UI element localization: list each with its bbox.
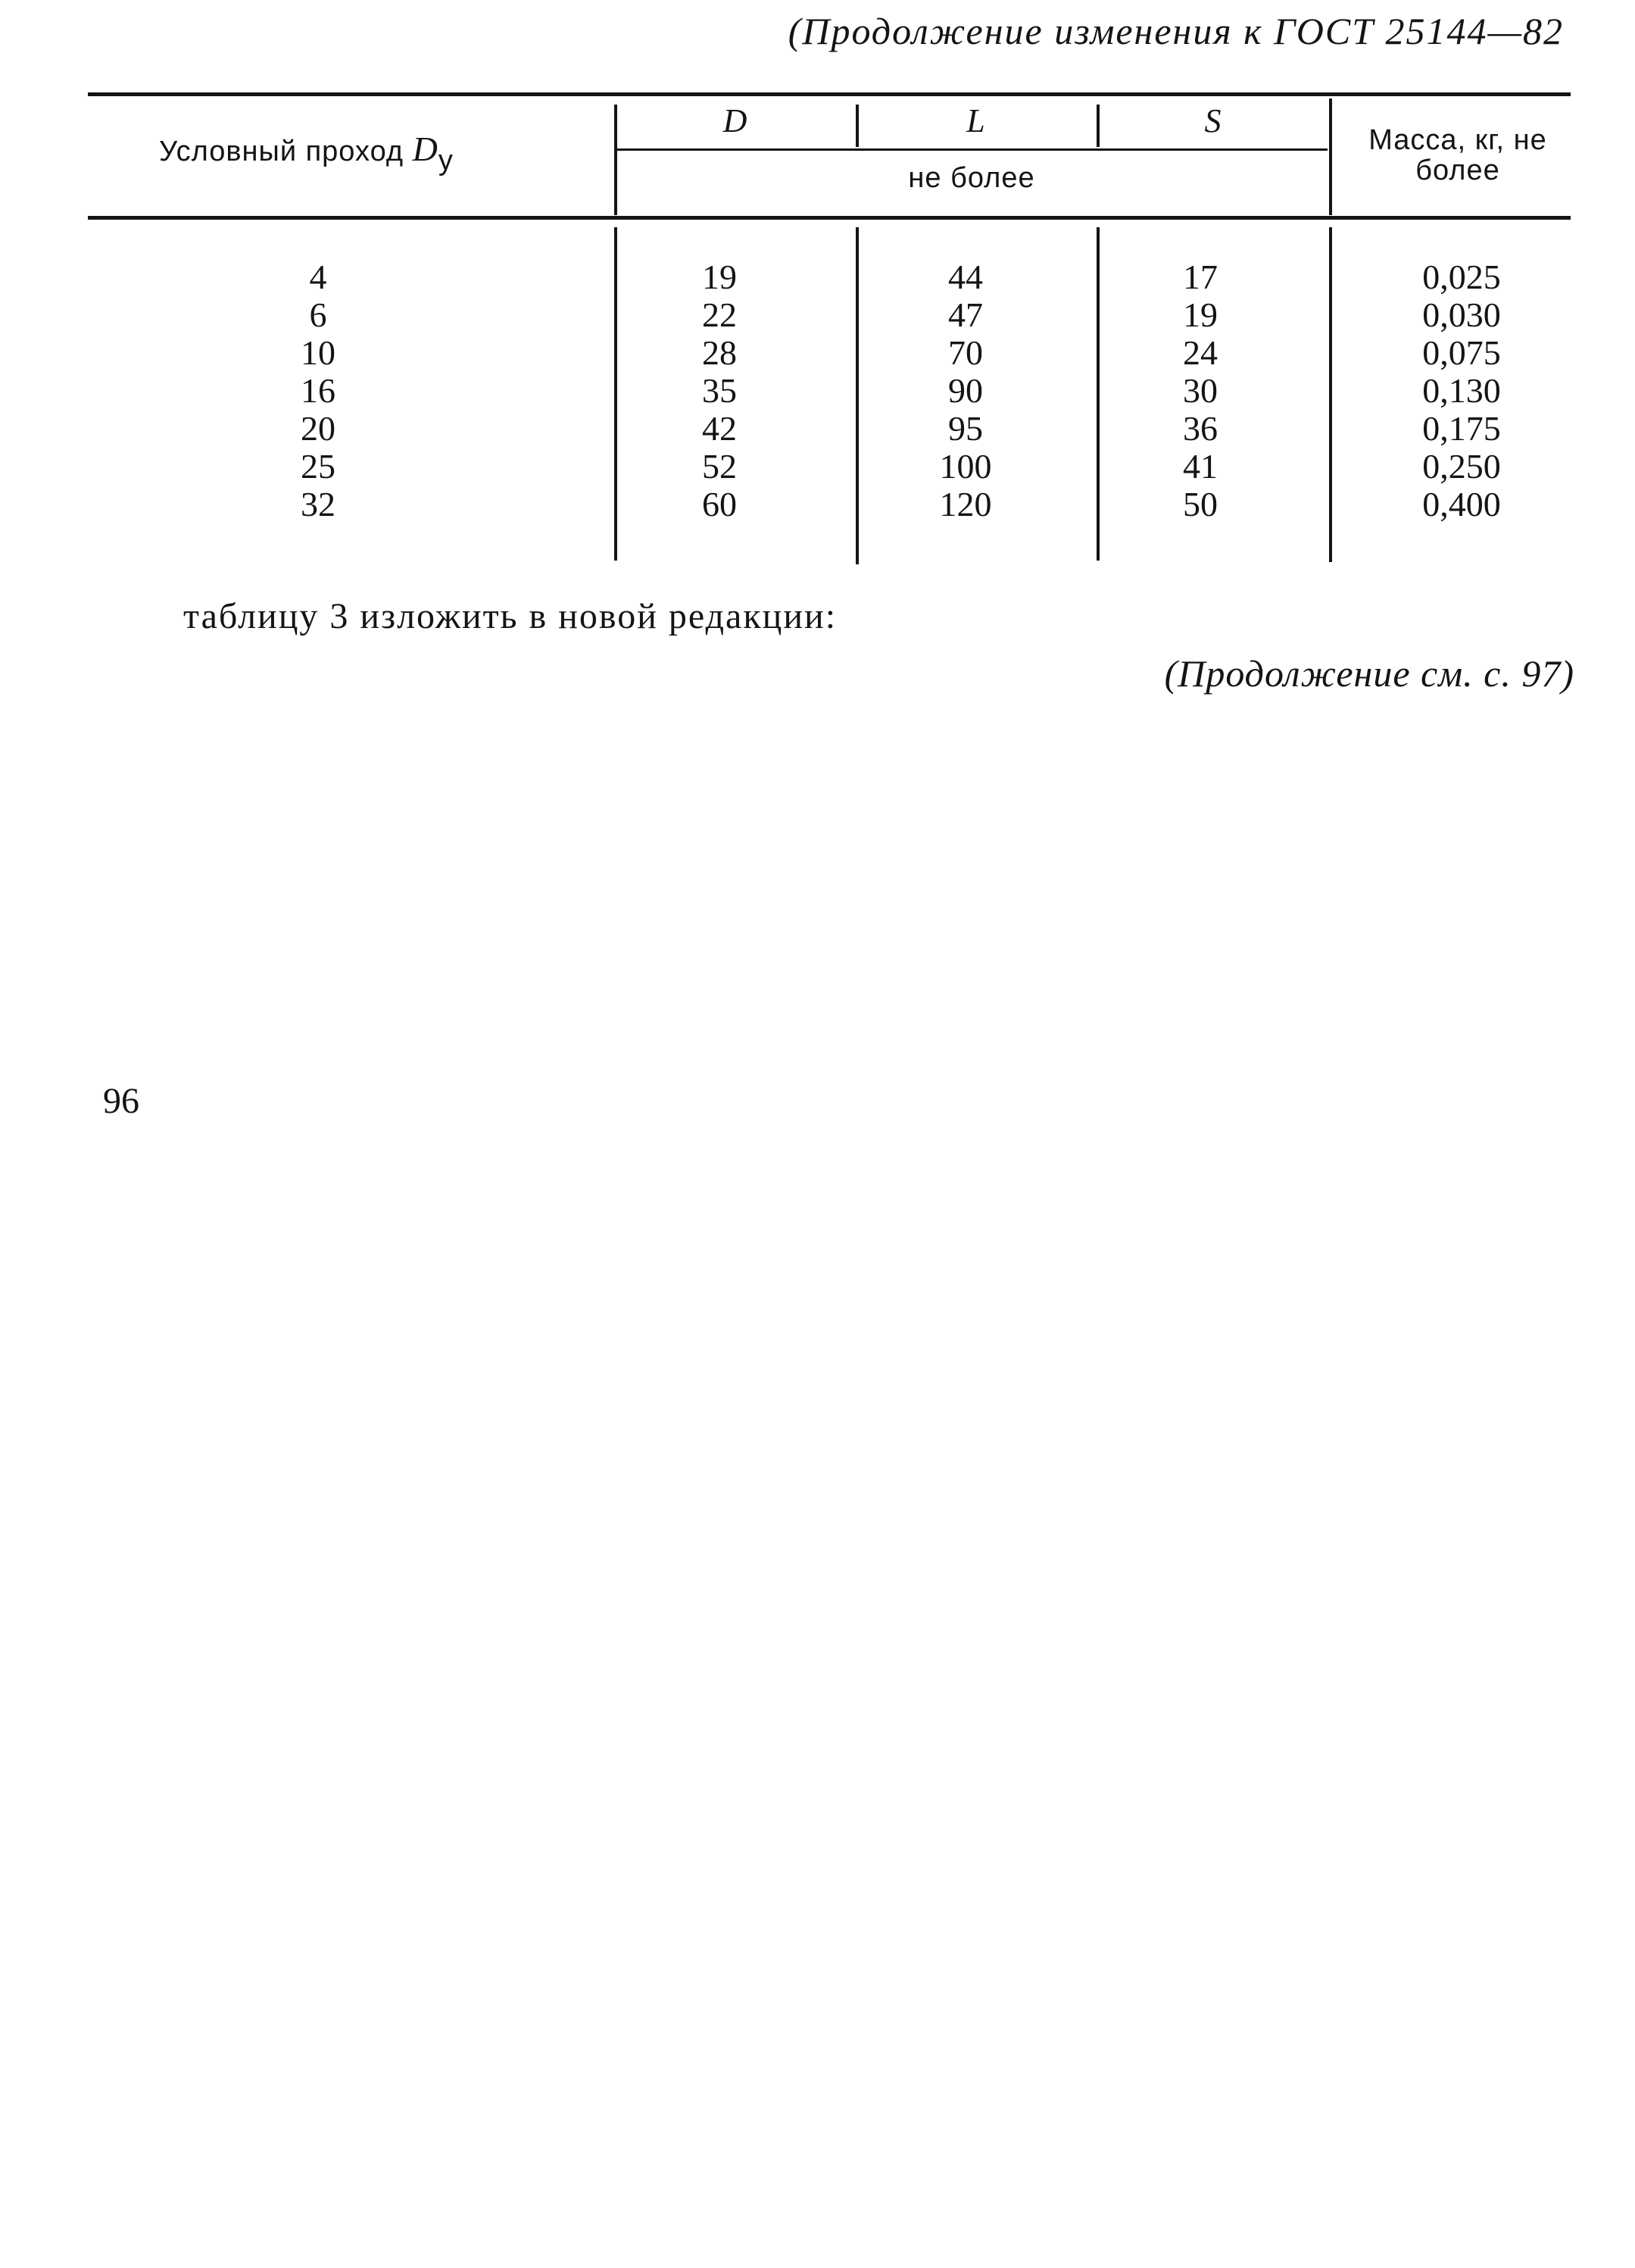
cell-s: 19 [1183,295,1218,334]
header-dims-caption: не более [908,162,1035,194]
cell-dy: 4 [309,258,327,296]
cell-l: 90 [948,371,983,410]
cell-s: 17 [1183,258,1218,296]
column-divider [1329,227,1332,562]
cell-d: 35 [702,371,737,410]
cell-mass: 0,175 [1422,409,1501,448]
cell-l: 44 [948,258,983,296]
column-mass [1363,258,1560,523]
cell-s: 30 [1183,371,1218,410]
cell-dy: 6 [309,295,327,334]
header-divider [856,105,859,147]
cell-dy: 25 [301,447,335,486]
cell-dy: 10 [301,333,335,372]
cell-d: 60 [702,485,737,523]
cell-s: 50 [1183,485,1218,523]
running-header: (Продолжение изменения к ГОСТ 25144—82 [788,10,1564,52]
cell-s: 36 [1183,409,1218,448]
column-divider [856,227,859,564]
header-col-d: D [722,102,748,139]
column-divider [614,227,617,561]
header-mass: Масса, кг, не более [1368,124,1547,186]
table-top-rule [88,92,1571,96]
column-s [1113,258,1287,523]
cell-d: 52 [702,447,737,486]
cell-l: 70 [948,333,983,372]
header-nominal-bore-label: Условный проход [159,136,404,167]
cell-mass: 0,025 [1422,258,1501,296]
header-nominal-bore-symbol: D [412,130,438,168]
body-paragraph: таблицу 3 изложить в новой редакции: [183,596,838,636]
cell-l: 95 [948,409,983,448]
cell-s: 24 [1183,333,1218,372]
cell-d: 42 [702,409,737,448]
continuation-note: (Продолжение см. с. 97) [1164,652,1574,695]
page-number: 96 [103,1081,139,1121]
header-sub-rule [616,148,1328,151]
cell-s: 41 [1183,447,1218,486]
header-nominal-bore-subscript: у [438,145,454,177]
cell-mass: 0,250 [1422,447,1501,486]
cell-mass: 0,130 [1422,371,1501,410]
cell-l: 47 [948,295,983,334]
column-nominal-bore [235,258,401,523]
column-d [636,258,803,523]
cell-l: 100 [939,447,992,486]
header-divider [614,105,617,215]
cell-mass: 0,030 [1422,295,1501,334]
header-col-s: S [1204,102,1222,139]
column-l [878,258,1053,523]
cell-dy: 20 [301,409,335,448]
header-nominal-bore [159,129,454,177]
cell-mass: 0,400 [1422,485,1501,523]
cell-l: 120 [939,485,992,523]
header-divider [1329,98,1332,215]
cell-d: 19 [702,258,737,296]
cell-d: 22 [702,295,737,334]
cell-dy: 16 [301,371,335,410]
cell-mass: 0,075 [1422,333,1501,372]
header-bottom-rule [88,216,1571,220]
cell-dy: 32 [301,485,335,523]
column-divider [1097,227,1100,561]
header-col-l: L [966,102,986,139]
cell-d: 28 [702,333,737,372]
